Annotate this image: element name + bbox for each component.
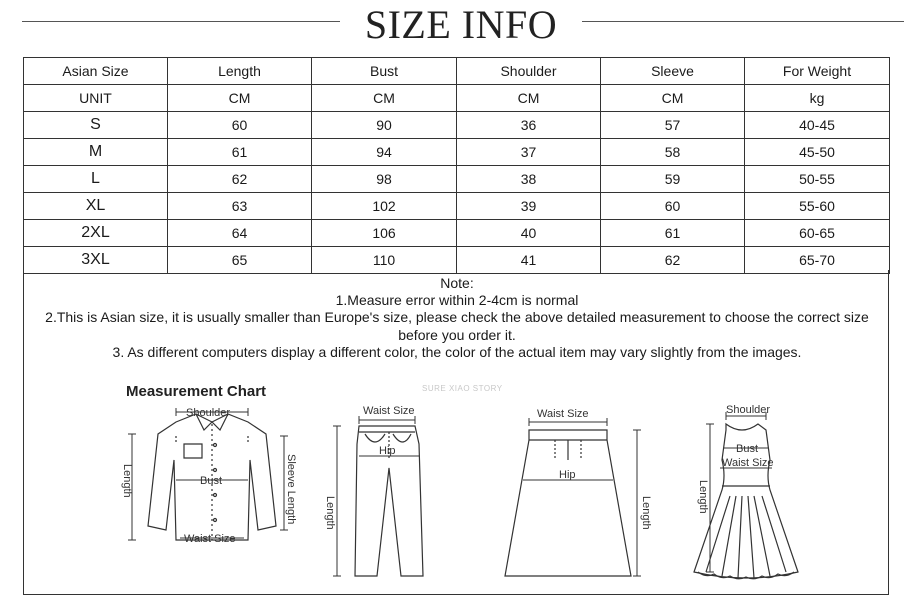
table-cell: 37: [457, 139, 601, 166]
table-cell: 59: [601, 166, 745, 193]
table-cell: 38: [457, 166, 601, 193]
watermark: SURE XIAO STORY: [422, 384, 503, 393]
table-cell: 65-70: [745, 247, 890, 274]
table-cell: 61: [168, 139, 312, 166]
shirt-sleeve-label: Sleeve Length: [285, 454, 297, 525]
size-cell: 3XL: [24, 247, 168, 274]
table-row: [24, 112, 890, 139]
unit-cell: CM: [312, 85, 457, 112]
table-cell: 65: [168, 247, 312, 274]
table-cell: 90: [312, 112, 457, 139]
table-row: [24, 166, 890, 193]
header-cell: For Weight: [745, 58, 890, 85]
unit-cell: CM: [168, 85, 312, 112]
size-table: [23, 57, 890, 274]
table-cell: 98: [312, 166, 457, 193]
pants-icon: [319, 400, 459, 580]
table-cell: 36: [457, 112, 601, 139]
header-cell: Bust: [312, 58, 457, 85]
header-cell: Length: [168, 58, 312, 85]
size-cell: L: [24, 166, 168, 193]
shirt-shoulder-label: Shoulder: [186, 407, 231, 419]
table-cell: 102: [312, 193, 457, 220]
table-cell: 60: [168, 112, 312, 139]
header-cell: Sleeve: [601, 58, 745, 85]
shirt-bust-label: Bust: [200, 475, 223, 487]
shirt-waist-label: Waist Size: [184, 533, 236, 545]
size-cell: M: [24, 139, 168, 166]
note-heading: Note:: [440, 275, 474, 291]
note-line-1: 1.Measure error within 2-4cm is normal: [335, 292, 579, 309]
measurement-chart-title: Measurement Chart: [126, 383, 267, 400]
pants-waist-label: Waist Size: [363, 405, 415, 417]
table-row: [24, 193, 890, 220]
table-cell: 94: [312, 139, 457, 166]
dress-icon: [684, 400, 814, 580]
pants-diagram: [319, 400, 459, 580]
table-cell: 110: [312, 247, 457, 274]
table-cell: 45-50: [745, 139, 890, 166]
table-cell: 60: [601, 193, 745, 220]
title-divider-right: [582, 21, 904, 22]
pants-hip-label: Hip: [379, 445, 396, 457]
skirt-diagram: [499, 400, 652, 580]
size-cell: S: [24, 112, 168, 139]
skirt-waist-label: Waist Size: [537, 408, 589, 420]
skirt-length-label: Length: [640, 496, 652, 530]
table-row: [24, 139, 890, 166]
table-cell: 40-45: [745, 112, 890, 139]
title-divider-left: [22, 21, 340, 22]
table-unit-row: [24, 85, 890, 112]
unit-cell: CM: [601, 85, 745, 112]
table-cell: 58: [601, 139, 745, 166]
table-cell: 41: [457, 247, 601, 274]
table-cell: 61: [601, 220, 745, 247]
table-cell: 60-65: [745, 220, 890, 247]
notes-box: [23, 270, 889, 595]
notes-text: [24, 275, 890, 361]
shirt-icon: [121, 400, 304, 580]
dress-diagram: [684, 400, 814, 580]
size-cell: XL: [24, 193, 168, 220]
dress-waist-label: Waist Size: [722, 457, 774, 469]
header-cell: Shoulder: [457, 58, 601, 85]
table-cell: 50-55: [745, 166, 890, 193]
page-title: SIZE INFO: [364, 2, 558, 47]
dress-bust-label: Bust: [736, 443, 759, 455]
skirt-icon: [499, 400, 652, 580]
note-line-2a: 2.This is Asian size, it is usually smaller than Europe's size, please check the above detailed measurement to choose the correct size: [45, 309, 869, 326]
table-cell: 106: [312, 220, 457, 247]
header-cell: Asian Size: [24, 58, 168, 85]
shirt-diagram: [121, 400, 304, 580]
note-line-2b: before you order it.: [398, 326, 516, 343]
dress-shoulder-label: Shoulder: [726, 404, 771, 416]
table-cell: 63: [168, 193, 312, 220]
table-cell: 40: [457, 220, 601, 247]
table-cell: 39: [457, 193, 601, 220]
unit-cell: kg: [745, 85, 890, 112]
table-cell: 62: [601, 247, 745, 274]
note-line-3: 3. As different computers display a different color, the color of the actual item may vary slightly from the images.: [112, 343, 802, 360]
table-cell: 57: [601, 112, 745, 139]
size-cell: 2XL: [24, 220, 168, 247]
pants-length-label: Length: [324, 496, 336, 530]
shirt-length-label: Length: [121, 464, 133, 498]
table-header-row: [24, 58, 890, 85]
unit-cell: CM: [457, 85, 601, 112]
unit-cell: UNIT: [24, 85, 168, 112]
table-cell: 55-60: [745, 193, 890, 220]
table-cell: 64: [168, 220, 312, 247]
title-row: [0, 0, 907, 52]
skirt-hip-label: Hip: [559, 469, 576, 481]
table-row: [24, 220, 890, 247]
table-cell: 62: [168, 166, 312, 193]
dress-length-label: Length: [697, 480, 709, 514]
